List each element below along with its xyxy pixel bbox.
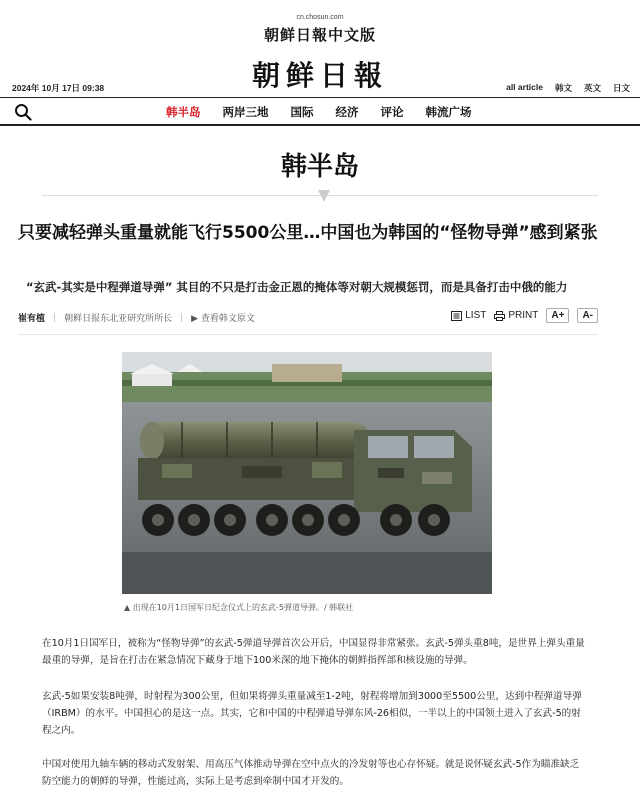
main-nav [0,97,640,126]
article-tools [451,308,598,323]
article-paragraph: 玄武-5如果安装8吨弹，时射程为300公里，但如果将弹头重量减至1-2吨，射程将增加到3000至5500公里，达到中程弹道导弹（IRBM）的水平。中国担心的是这一点。其实，它和中国的中程弹道导弹东风-26相似，一半以上的中国领土进入了玄武-5的射程之内。 [42,691,582,736]
view-original-label: 查看韩文原文 [200,314,255,324]
section-arrow-icon [318,190,330,202]
list-icon [451,311,462,321]
site-url[interactable]: cn.chosun.com [296,14,344,21]
nav-item-hallyu[interactable]: 韩流广场 [425,105,472,119]
print-button[interactable] [494,310,538,321]
list-label: LIST [465,310,487,321]
masthead [0,0,640,100]
korean-link[interactable]: 韩文 [554,83,572,93]
article-paragraph: 在10月1日国军日，被称为“怪物导弹”的玄武-5弹道导弹首次公开后，中国显得非常紧张。玄武-5弹头重8吨，是世界上弹头重量最重的导弹，是旨在打击在紧急情况下藏身于地下100米深的地下掩体的朝鲜指挥部和核设施的导弹。 [42,638,585,666]
nav-item-korean-peninsula[interactable]: 韩半岛 [166,105,201,119]
meta-divider [18,334,598,335]
missile-launcher-image [122,352,492,594]
article-headline: 只要减轻弹头重量就能飞行5500公里…中国也为韩国的“怪物导弹”感到紧张 [18,223,598,243]
font-decrease-button[interactable]: A- [577,308,598,323]
nav-item-opinion[interactable]: 评论 [380,105,404,119]
author-title: 朝鲜日报东北亚研究所所长 [64,314,173,324]
nav-item-cross-strait[interactable]: 两岸三地 [222,105,269,119]
site-logo[interactable]: 朝鲜日報 [251,59,388,92]
publish-date: 2024年 10月 17日 09:38 [12,83,105,93]
author-name[interactable]: 崔有植 [18,314,46,324]
byline-separator: | [53,312,57,323]
article-subhead: “玄武-其实是中程弹道导弹” 其目的不只是打击金正恩的掩体等对朝大规模惩罚，而是具备打击中俄的能力 [26,280,568,294]
article-paragraph: 中国对使用九轴车辆的移动式发射架、用高压气体推动导弹在空中点火的冷发射等也心存怀疑。就是说怀疑玄武-5作为瞄准缺乏防空能力的朝鲜的导弹，性能过高，实际上是考虑到牵制中国才开发的。 [42,759,580,787]
english-link[interactable]: 英文 [583,83,601,93]
article-photo[interactable] [122,352,492,594]
play-icon: ▶ [191,314,199,324]
print-label: PRINT [508,310,539,321]
byline [18,311,255,324]
font-increase-button[interactable]: A+ [546,308,569,323]
nav-item-international[interactable]: 国际 [290,105,314,119]
edition-title[interactable]: 朝鲜日報中文版 [263,26,376,44]
nav-items [166,104,472,120]
language-links [506,82,630,94]
byline-separator: | [180,312,184,323]
view-original-link[interactable] [191,311,255,324]
nav-item-economy[interactable]: 经济 [335,105,359,119]
search-icon[interactable] [14,103,32,121]
japanese-link[interactable]: 日文 [612,83,630,93]
list-button[interactable] [451,310,486,321]
photo-caption: ▲ 出现在10月1日国军日纪念仪式上的玄武-5弹道导弹。/ 韩联社 [124,603,354,612]
all-article-link[interactable]: all article [506,82,543,92]
printer-icon [494,311,505,321]
section-title: 韩半岛 [280,152,359,182]
